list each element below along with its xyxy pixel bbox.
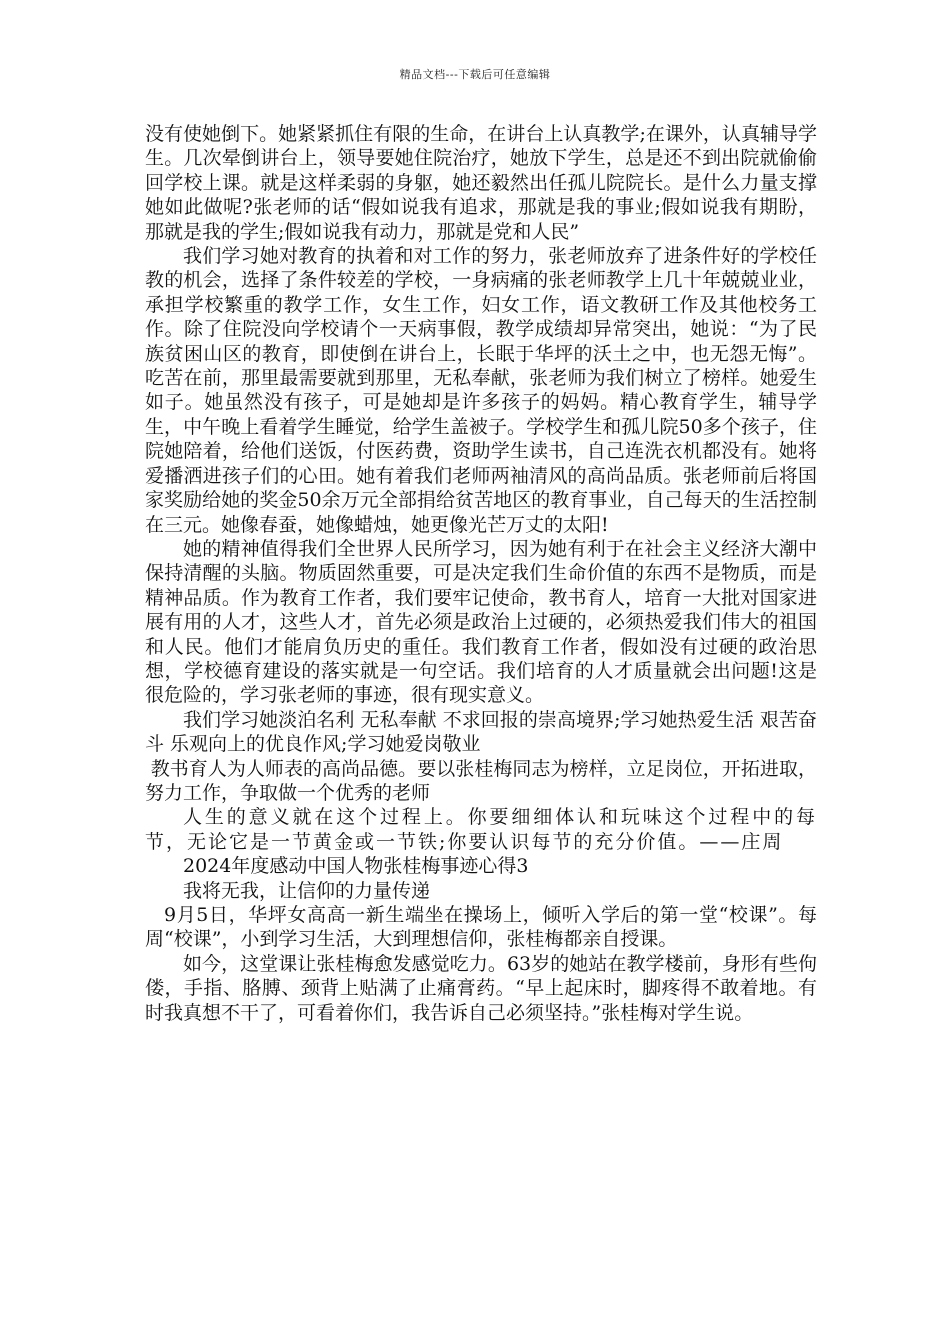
document-body <box>145 122 817 1025</box>
section-title: 2024年度感动中国人物张桂梅事迹心得3 <box>183 855 529 878</box>
section-subtitle: 我将无我，让信仰的力量传递 <box>183 879 431 902</box>
quote-paragraph: 人生的意义就在这个过程上。你要细细体认和玩味这个过程中的每节，无论它是一节黄金或一节铁;你要认识每节的充分价值。——庄周 <box>145 806 817 853</box>
paragraph-6: 9月5日，华坪女高高一新生端坐在操场上，倾听入学后的第一堂“校课”。每周“校课”，小到学习生活，大到理想信仰，张桂梅都亲自授课。 <box>145 904 817 951</box>
page-header: 精品文档---下载后可任意编辑 <box>399 68 551 81</box>
paragraph-3: 她的精神值得我们全世界人民所学习，因为她有利于在社会主义经济大潮中保持清醒的头脑。物质固然重要，可是决定我们生命价值的东西不是物质，而是精神品质。作为教育工作者，我们要牢记使命，教书育人，培育一大批对国家进展有用的人才，这些人才，首先必须是政治上过硬的，必须热爱我们伟大的祖国和人民。他们才能肩负历史的重任。我们教育工作者，假如没有过硬的政治思想，学校德育建设的落实就是一句空话。我们培育的人才质量就会出问题!这是很危险的，学习张老师的事迹，很有现实意义。 <box>145 537 817 707</box>
paragraph-1: 没有使她倒下。她紧紧抓住有限的生命，在讲台上认真教学;在课外，认真辅导学生。几次晕倒讲台上，领导要她住院治疗，她放下学生，总是还不到出院就偷偷回学校上课。就是这样柔弱的身躯，她还毅然出任孤儿院院长。是什么力量支撑她如此做呢?张老师的话“假如说我有追求，那就是我的事业;假如说我有期盼，那就是我的学生;假如说我有动力，那就是党和人民” <box>145 123 817 243</box>
paragraph-4: 我们学习她淡泊名利 无私奉献 不求回报的崇高境界;学习她热爱生活 艰苦奋斗 乐观向上的优良作风;学习她爱岗敬业 <box>145 708 817 756</box>
paragraph-7: 如今，这堂课让张桂梅愈发感觉吃力。63岁的她站在教学楼前，身形有些佝偻，手指、胳膊、颈背上贴满了止痛膏药。“早上起床时，脚疼得不敢着地。有时我真想不干了，可看着你们，我告诉自己必须坚持。”张桂梅对学生说。 <box>145 952 817 1024</box>
paragraph-5: 教书育人为人师表的高尚品德。要以张桂梅同志为榜样，立足岗位，开拓进取，努力工作，争取做一个优秀的老师 <box>145 757 817 804</box>
paragraph-2: 我们学习她对教育的执着和对工作的努力，张老师放弃了进条件好的学校任教的机会，选择了条件较差的学校，一身病痛的张老师教学上几十年兢兢业业，承担学校繁重的教学工作，女生工作，妇女工作，语文教研工作及其他校务工作。除了住院没向学校请个一天病事假，教学成绩却异常突出，她说：“为了民族贫困山区的教育，即使倒在讲台上，长眠于华坪的沃土之中，也无怨无悔”。吃苦在前，那里最需要就到那里，无私奉献，张老师为我们树立了榜样。她爱生如子。她虽然没有孩子，可是她却是许多孩子的妈妈。精心教育学生，辅导学生，中午晚上看着学生睡觉，给学生盖被子。学校学生和孤儿院50多个孩子，住院她陪着，给他们送饭，付医药费，资助学生读书，自己连洗衣机都没有。她将爱播洒进孩子们的心田。她有着我们老师两袖清风的高尚品质。张老师前后将国家奖励给她的奖金50余万元全部捐给贫苦地区的教育事业，自己每天的生活控制在三元。她像春蚕，她像蜡烛，她更像光芒万丈的太阳! <box>145 245 817 536</box>
